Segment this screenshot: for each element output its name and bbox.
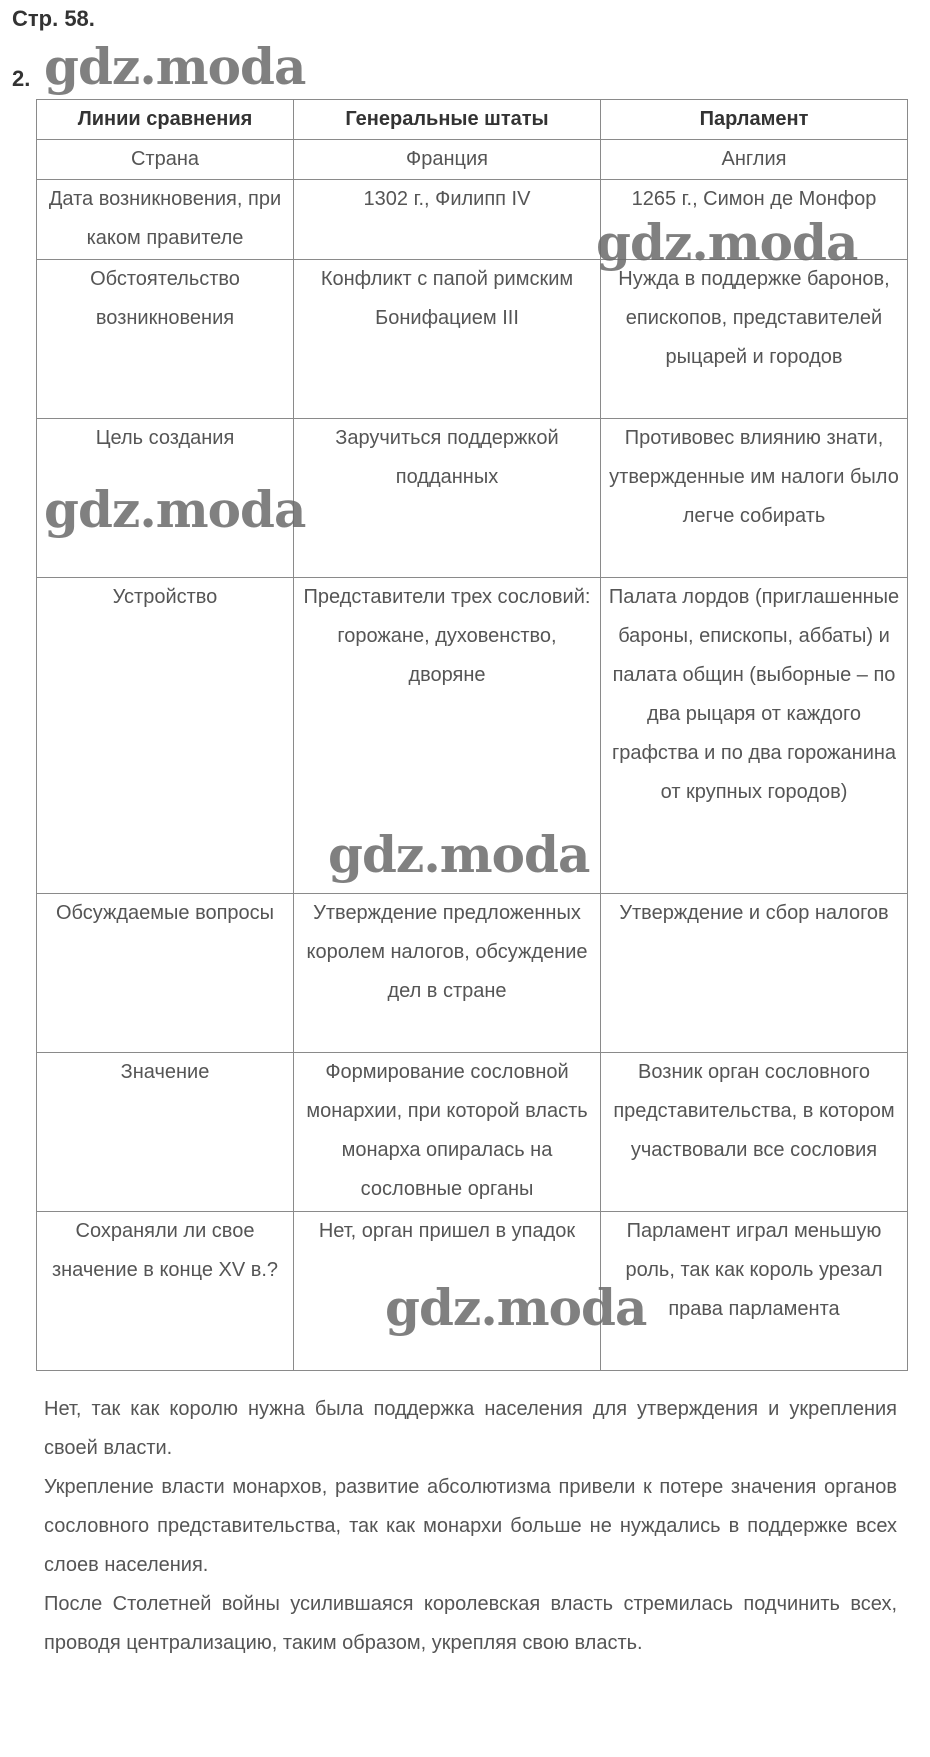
table-cell: Утверждение предложенных королем налогов, обсуждение дел в стране — [294, 894, 601, 1053]
table-cell: Обстоятельство возникновения — [37, 260, 294, 419]
table-cell: Формирование сословной монархии, при которой власть монарха опиралась на сословные органы — [294, 1053, 601, 1212]
table-row — [37, 140, 908, 180]
table-cell: Заручиться поддержкой подданных — [294, 419, 601, 578]
watermark-logo: gdz.moda — [44, 480, 306, 539]
table-header-row — [37, 100, 908, 140]
table-cell: Значение — [37, 1053, 294, 1212]
table-cell: Дата возникновения, при каком правителе — [37, 180, 294, 260]
table-cell: Нужда в поддержке баронов, епископов, представителей рыцарей и городов — [601, 260, 908, 419]
task-number: 2. — [12, 66, 31, 91]
header-estates-general: Генеральные штаты — [294, 100, 601, 140]
table-cell: Сохраняли ли свое значение в конце XV в.? — [37, 1212, 294, 1371]
table-cell: Палата лордов (приглашенные бароны, епископы, аббаты) и палата общин (выборные – по два рыцаря от каждого графства и по два горожанина от крупных городов) — [601, 578, 908, 894]
answer-text — [44, 1390, 897, 1663]
table-cell: Англия — [601, 140, 908, 180]
table-cell: Обсуждаемые вопросы — [37, 894, 294, 1053]
header-parliament: Парламент — [601, 100, 908, 140]
table-cell: Нет, орган пришел в упадок — [294, 1212, 601, 1371]
table-cell: Цель создания — [37, 419, 294, 578]
table-cell: Возник орган сословного представительства, в котором участвовали все сословия — [601, 1053, 908, 1212]
table-cell: 1265 г., Симон де Монфор — [601, 180, 908, 260]
watermark-logo: gdz.moda — [328, 825, 590, 884]
page-number: Стр. 58. — [12, 6, 95, 31]
table-cell: Утверждение и сбор налогов — [601, 894, 908, 1053]
table-cell: Парламент играл меньшую роль, так как король урезал права парламента — [601, 1212, 908, 1371]
table-row — [37, 894, 908, 1053]
answer-paragraph: После Столетней войны усилившаяся королевская власть стремилась подчинить всех, проводя централизацию, таким образом, укрепляя свою власть. — [44, 1593, 897, 1654]
watermark-logo: gdz.moda — [596, 213, 858, 272]
watermark-logo: gdz.moda — [385, 1278, 647, 1337]
table-cell: Противовес влиянию знати, утвержденные им налоги было легче собирать — [601, 419, 908, 578]
table-row — [37, 1053, 908, 1212]
table-cell: Устройство — [37, 578, 294, 894]
table-cell: Франция — [294, 140, 601, 180]
header-comparison-lines: Линии сравнения — [37, 100, 294, 140]
table-cell: Представители трех сословий: горожане, духовенство, дворяне — [294, 578, 601, 894]
table-row — [37, 260, 908, 419]
watermark-logo: gdz.moda — [44, 37, 306, 96]
comparison-table — [36, 99, 908, 1371]
answer-paragraph: Укрепление власти монархов, развитие абсолютизма привели к потере значения органов сословного представительства, так как монархи больше не нуждались в поддержке всех слоев населения. — [44, 1476, 897, 1576]
table-cell: Конфликт с папой римским Бонифацием III — [294, 260, 601, 419]
table-cell: Страна — [37, 140, 294, 180]
table-cell: 1302 г., Филипп IV — [294, 180, 601, 260]
answer-paragraph: Нет, так как королю нужна была поддержка населения для утверждения и укрепления своей власти. — [44, 1398, 897, 1459]
